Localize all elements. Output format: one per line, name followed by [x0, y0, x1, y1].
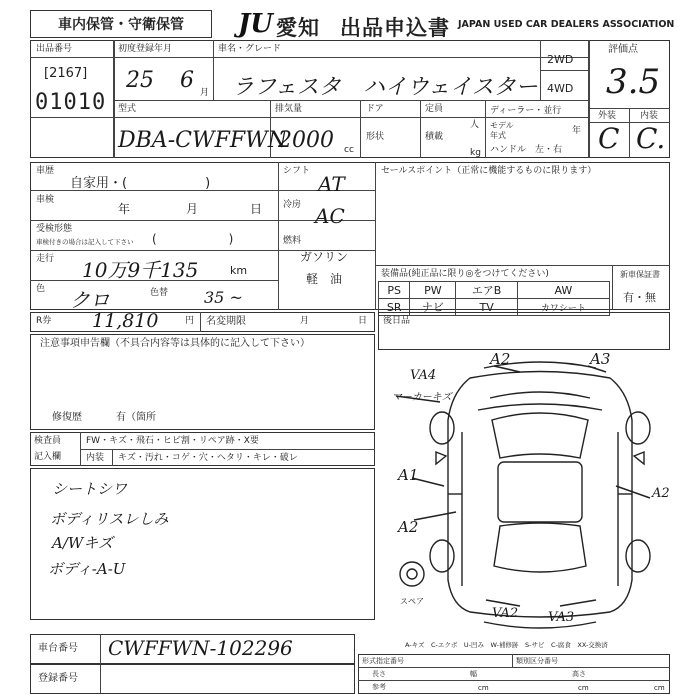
score-ext-value: C [598, 122, 620, 155]
type-value: DBA-CWFFWN [118, 128, 287, 153]
equip-tv: TV [456, 299, 517, 316]
reg-frame [30, 664, 355, 694]
inspection-month: 月 [186, 202, 199, 216]
equip-sr: SR [379, 299, 410, 316]
displacement-unit: cc [344, 145, 354, 155]
change-month: 月 [300, 316, 310, 326]
equip-ps: PS [379, 282, 410, 299]
dealer-line2a: モデル [490, 121, 514, 130]
drive-2wd: 2WD [547, 53, 574, 66]
warranty-value: 有・無 [623, 291, 656, 304]
dealer-unit: 年 [572, 126, 582, 136]
change-day: 日 [358, 316, 368, 326]
damage-mark-va2: VA2 [492, 606, 519, 621]
storage-badge-text: 車内保管・守衛保管 [58, 17, 184, 33]
drive-4wd: 4WD [547, 82, 574, 95]
spare-label: スペア [400, 597, 424, 606]
recycle-label: 受検形態 [36, 224, 73, 234]
footer-width: 幅 [470, 670, 477, 678]
repair-value: 有（箇所 [116, 412, 156, 423]
displacement-value: 2000 [278, 128, 334, 153]
registration-label: 初度登録年月 [118, 44, 173, 54]
logo-location: 愛知 [276, 16, 320, 40]
ju-logo-mark: JU [238, 9, 273, 39]
damage-mark-marker: マーカーキズ [392, 392, 452, 403]
dealer-line2b: 年式 [490, 131, 506, 140]
inspection-day: 日 [250, 202, 263, 216]
lot-label: 出品番号 [36, 44, 73, 54]
history-label: 車歴 [36, 166, 55, 176]
dealer-line1: ディーラー・並行 [490, 106, 562, 116]
footer-length: 長さ [372, 670, 386, 678]
model-name-value: ラフェスタ ハイウェイスター [232, 75, 538, 100]
damage-mark-a2-right: A2 [652, 486, 670, 501]
doors-label: ドア [366, 104, 384, 114]
sales-point-label: セールスポイント（正常に機能するものに限ります） [381, 166, 597, 176]
doors-shape-label: 形状 [366, 132, 385, 142]
color-label: 色 [36, 284, 46, 294]
color-code-value: 35 ~ [204, 288, 243, 307]
registration-month: 6 [180, 68, 194, 93]
score-int-label: 内装 [640, 111, 659, 121]
notes-label: 注意事項申告欄（不具合内容等は具体的に記入して下さい） [40, 338, 310, 349]
equipment-label: 装備品(純正品に限り◎をつけてください) [381, 269, 549, 279]
footer-unit-3: cm [654, 684, 665, 692]
equip-leather: カワシート [517, 299, 609, 316]
footer-unit-1: cm [478, 684, 489, 692]
association-text: JAPAN USED CAR DEALERS ASSOCIATION [458, 19, 675, 30]
lot-number: 01010 [35, 90, 107, 115]
recycle-paren: ( ) [152, 232, 234, 246]
damage-mark-va3: VA3 [548, 610, 575, 625]
footer-height: 高さ [572, 670, 586, 678]
form-title-text: 出品申込書 [340, 16, 450, 40]
mileage-unit: km [230, 264, 248, 277]
capacity-label: 定員 [425, 104, 444, 114]
rear-seat-label: 後日品 [383, 316, 411, 326]
footer-type-spec: 形式指定番号 [362, 657, 404, 665]
inspector-note-3: A/Wキズ [52, 534, 114, 552]
chassis-value: CWFFWN-102296 [108, 636, 293, 660]
equip-aw: AW [517, 282, 609, 299]
inspection-year: 年 [118, 202, 131, 216]
footer-ref: 参考 [372, 683, 386, 691]
capacity-unit: 人 [470, 120, 480, 130]
score-int-value: C. [636, 122, 666, 155]
inspector-row2a: 内装 [86, 453, 105, 463]
footer-class: 類別区分番号 [516, 657, 558, 665]
type-label: 型式 [118, 104, 137, 114]
damage-mark-va4: VA4 [410, 368, 437, 383]
dealer-line3: ハンドル 左・右 [490, 145, 563, 155]
inspector-row1: FW・キズ・飛石・ヒビ割・リペア跡・X要 [86, 436, 259, 446]
score-ext-label: 外装 [598, 111, 617, 121]
inspector-row2b: キズ・汚れ・コゲ・穴・ヘタリ・キレ・破レ [118, 453, 298, 463]
ac-value: AC [315, 204, 345, 228]
equip-airbag: エアB [456, 282, 517, 299]
shift-value: AT [318, 172, 345, 196]
mileage-label: 走行 [36, 254, 55, 264]
inspection-label: 車検 [36, 195, 55, 205]
shift-label: シフト [283, 166, 311, 176]
color-code-label: 色替 [150, 288, 169, 298]
fuel-label: 燃料 [283, 236, 302, 246]
ac-label: 冷房 [283, 200, 302, 210]
reg-number-label: 登録番号 [38, 673, 78, 684]
recycle-sub: 車検付きの場合は記入して下さい [36, 238, 134, 246]
color-value: クロ [70, 288, 110, 312]
warranty-label: 新車保証書 [620, 270, 660, 279]
damage-mark-a2-front: A2 [490, 350, 511, 368]
price-value: 11,810 [92, 310, 159, 332]
inspector-note-4: ボディ-A-U [48, 560, 126, 578]
damage-mark-a3-front: A3 [590, 350, 611, 368]
damage-mark-a2-left: A2 [398, 518, 419, 536]
price-label: R券 [36, 316, 52, 326]
score-label: 評価点 [608, 44, 638, 55]
footer-unit-2: cm [578, 684, 589, 692]
fuel-gas: ガソリン [300, 250, 349, 264]
lot-sub-number: [2167] [44, 66, 88, 81]
equip-navi: ナビ [410, 299, 456, 316]
inspector-note-1: シートシワ [52, 480, 128, 498]
load-label: 積載 [425, 132, 444, 142]
inspector-label-2: 記入欄 [34, 452, 62, 462]
footer-frame [358, 654, 670, 694]
mileage-value: 10万9千135 [82, 258, 199, 282]
damage-mark-a1: A1 [398, 466, 419, 484]
history-value: 自家用・( ) [70, 176, 211, 191]
equip-pw: PW [410, 282, 456, 299]
fuel-light-oil: 軽 油 [306, 272, 343, 286]
load-unit: kg [470, 148, 481, 158]
inspector-label-1: 検査員 [34, 436, 62, 446]
registration-year: 25 [126, 68, 154, 93]
inspector-note-2: ボディリスレしみ [50, 510, 169, 528]
chassis-label: 車台番号 [38, 643, 78, 654]
model-name-label: 車名・グレード [218, 44, 282, 54]
score-value: 3.5 [606, 62, 661, 102]
price-unit: 円 [185, 316, 195, 326]
displacement-label: 排気量 [275, 104, 303, 114]
damage-legend: A-キズ C-エクボ U-凹み W-補修跡 S-サビ C-腐食 XX-交換済 [405, 641, 608, 649]
repair-label: 修復歴 [52, 412, 82, 423]
change-label: 名変期限 [206, 316, 246, 327]
registration-month-unit: 月 [200, 88, 210, 98]
